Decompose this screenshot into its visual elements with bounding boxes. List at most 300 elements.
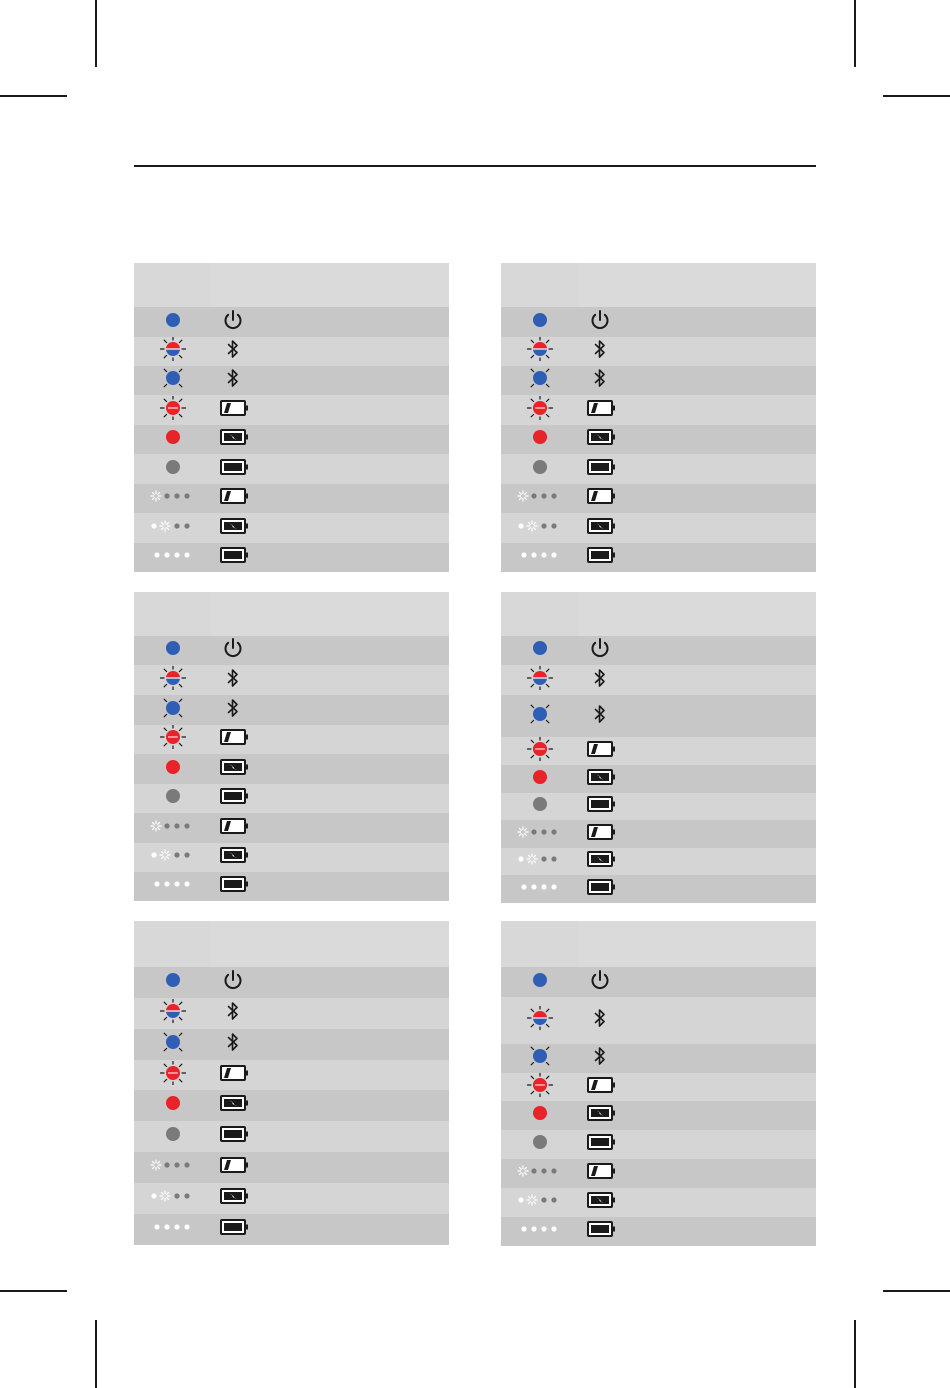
panel-header: [501, 592, 816, 636]
battery-low-icon: [587, 1074, 617, 1101]
symbol-cell: [211, 395, 449, 425]
legend-row: [501, 1101, 816, 1130]
blue-dot-icon: [153, 968, 193, 997]
power-icon: [587, 636, 613, 665]
battery-low-icon: [587, 1160, 617, 1187]
battery-charging-icon: [220, 756, 250, 783]
crop-mark: [0, 1290, 67, 1292]
symbol-cell: [578, 765, 816, 793]
legend-row: [501, 513, 816, 543]
battery-charging-icon: [220, 1185, 250, 1212]
led-cell: [134, 543, 211, 572]
symbol-cell: [211, 1183, 449, 1214]
red-dot-icon: [153, 755, 193, 784]
legend-row: [501, 737, 816, 765]
led-cell: [501, 1073, 578, 1101]
panel-header-description-column: [578, 921, 816, 967]
symbol-cell: [211, 1121, 449, 1152]
red-flashing-dot-icon: [153, 725, 193, 754]
bluetooth-icon: [587, 337, 613, 366]
legend-row: [501, 337, 816, 366]
battery-full-icon: [220, 1216, 250, 1243]
battery-full-icon: [220, 1123, 250, 1150]
panel-header: [501, 263, 816, 307]
panel-header-led-column: [501, 921, 578, 967]
crop-mark: [854, 0, 856, 67]
led-cell: [501, 425, 578, 454]
battery-low-icon: [587, 821, 617, 848]
red-blue-flashing-dot-icon: [153, 999, 193, 1028]
symbol-cell: [211, 725, 449, 754]
symbol-cell: [211, 784, 449, 813]
led-cell: [134, 513, 211, 543]
symbol-cell: [211, 543, 449, 572]
red-blue-flashing-dot-icon: [520, 1006, 560, 1035]
led-cell: [501, 395, 578, 425]
red-blue-flashing-dot-icon: [153, 337, 193, 366]
symbol-cell: [211, 754, 449, 784]
battery-charging-icon: [587, 1189, 617, 1216]
four-white-dots-icon: [150, 1219, 196, 1240]
battery-low-icon: [220, 397, 250, 424]
led-cell: [501, 1101, 578, 1130]
battery-charging-icon: [220, 515, 250, 542]
bluetooth-icon: [220, 1030, 246, 1059]
bluetooth-icon: [587, 666, 613, 695]
symbol-cell: [578, 1217, 816, 1246]
led-cell: [501, 1217, 578, 1246]
led-cell: [134, 754, 211, 784]
legend-row: [501, 366, 816, 395]
symbol-cell: [211, 843, 449, 872]
symbol-cell: [211, 813, 449, 843]
panel-header-description-column: [578, 592, 816, 636]
bluetooth-icon: [587, 366, 613, 395]
battery-charging-icon: [220, 844, 250, 871]
led-cell: [501, 820, 578, 848]
blue-flashing-dot-icon: [520, 366, 560, 395]
led-cell: [501, 636, 578, 665]
legend-row: [134, 967, 449, 998]
red-blue-flashing-dot-icon: [520, 666, 560, 695]
battery-charging-icon: [220, 426, 250, 453]
legend-row: [134, 784, 449, 813]
battery-full-icon: [587, 876, 617, 903]
panel-header-led-column: [134, 592, 211, 636]
led-cell: [134, 872, 211, 901]
red-dot-icon: [520, 1101, 560, 1130]
battery-charging-icon: [587, 515, 617, 542]
legend-row: [501, 395, 816, 425]
four-white-dots-icon: [150, 547, 196, 568]
bluetooth-icon: [220, 696, 246, 725]
red-flashing-dot-icon: [153, 1061, 193, 1090]
power-icon: [587, 968, 613, 997]
battery-full-icon: [220, 544, 250, 571]
led-cell: [501, 337, 578, 366]
symbol-cell: [578, 1159, 816, 1188]
legend-row: [134, 454, 449, 484]
led-cell: [501, 307, 578, 337]
legend-row: [501, 875, 816, 903]
led-cell: [134, 454, 211, 484]
led-cell: [501, 366, 578, 395]
led-cell: [501, 737, 578, 765]
battery-full-icon: [587, 1218, 617, 1245]
legend-row: [501, 1044, 816, 1073]
symbol-cell: [211, 337, 449, 366]
legend-row: [501, 1159, 816, 1188]
legend-row: [134, 872, 449, 901]
legend-row: [134, 1183, 449, 1214]
symbol-cell: [578, 737, 816, 765]
symbol-cell: [578, 1044, 816, 1073]
legend-row: [501, 1130, 816, 1159]
led-cell: [501, 1130, 578, 1159]
legend-row: [134, 307, 449, 337]
led-cell: [134, 1152, 211, 1183]
legend-row: [134, 337, 449, 366]
symbol-cell: [578, 820, 816, 848]
symbol-cell: [578, 513, 816, 543]
led-cell: [501, 1188, 578, 1217]
grey-dot-icon: [520, 792, 560, 821]
power-icon: [220, 636, 246, 665]
battery-full-icon: [587, 544, 617, 571]
four-dots-first-blinking-icon: [150, 818, 196, 839]
panel-header-led-column: [501, 263, 578, 307]
legend-row: [134, 484, 449, 513]
four-dots-first-blinking-icon: [517, 824, 563, 845]
four-dots-second-blinking-icon: [150, 1188, 196, 1209]
blue-dot-icon: [520, 636, 560, 665]
legend-row: [134, 636, 449, 665]
legend-row: [501, 848, 816, 875]
legend-row: [134, 543, 449, 572]
led-cell: [501, 997, 578, 1044]
led-cell: [501, 967, 578, 997]
panel-header-led-column: [501, 592, 578, 636]
symbol-cell: [211, 872, 449, 901]
crop-mark: [0, 95, 67, 97]
symbol-cell: [211, 1029, 449, 1060]
symbol-cell: [211, 695, 449, 725]
legend-row: [134, 1121, 449, 1152]
symbol-cell: [211, 1090, 449, 1121]
led-cell: [501, 665, 578, 695]
four-white-dots-icon: [150, 876, 196, 897]
led-cell: [134, 1090, 211, 1121]
panel-header: [134, 263, 449, 307]
battery-low-icon: [587, 738, 617, 765]
led-cell: [134, 484, 211, 513]
legend-row: [501, 967, 816, 997]
legend-row: [501, 1073, 816, 1101]
symbol-cell: [578, 636, 816, 665]
legend-row: [134, 843, 449, 872]
blue-dot-icon: [520, 308, 560, 337]
led-cell: [501, 793, 578, 820]
battery-low-icon: [220, 1154, 250, 1181]
red-flashing-dot-icon: [520, 737, 560, 766]
grey-dot-icon: [153, 784, 193, 813]
four-white-dots-icon: [517, 547, 563, 568]
four-dots-second-blinking-icon: [150, 518, 196, 539]
panel-header: [501, 921, 816, 967]
blue-dot-icon: [153, 308, 193, 337]
red-dot-icon: [520, 425, 560, 454]
led-cell: [501, 765, 578, 793]
legend-row: [134, 998, 449, 1029]
four-dots-second-blinking-icon: [517, 518, 563, 539]
legend-row: [134, 665, 449, 695]
bluetooth-icon: [587, 1006, 613, 1035]
led-cell: [134, 337, 211, 366]
symbol-cell: [211, 425, 449, 454]
legend-row: [501, 997, 816, 1044]
symbol-cell: [211, 454, 449, 484]
panel-header-led-column: [134, 263, 211, 307]
panel-header-description-column: [211, 263, 449, 307]
battery-charging-icon: [220, 1092, 250, 1119]
grey-dot-icon: [520, 1130, 560, 1159]
four-dots-first-blinking-icon: [150, 488, 196, 509]
led-cell: [501, 454, 578, 484]
blue-flashing-dot-icon: [520, 702, 560, 731]
battery-low-icon: [220, 1062, 250, 1089]
symbol-cell: [211, 998, 449, 1029]
battery-full-icon: [220, 785, 250, 812]
led-legend-panel-bottom-right: [501, 921, 816, 1246]
legend-row: [134, 1214, 449, 1245]
led-cell: [134, 395, 211, 425]
red-flashing-dot-icon: [153, 396, 193, 425]
led-cell: [134, 366, 211, 395]
crop-mark: [883, 95, 950, 97]
legend-row: [134, 395, 449, 425]
crop-mark: [95, 0, 97, 67]
legend-row: [501, 636, 816, 665]
blue-flashing-dot-icon: [153, 696, 193, 725]
four-white-dots-icon: [517, 1221, 563, 1242]
legend-row: [134, 366, 449, 395]
symbol-cell: [578, 425, 816, 454]
symbol-cell: [578, 395, 816, 425]
symbol-cell: [578, 997, 816, 1044]
symbol-cell: [578, 337, 816, 366]
led-cell: [134, 1214, 211, 1245]
legend-row: [134, 813, 449, 843]
battery-low-icon: [587, 485, 617, 512]
top-rule: [134, 165, 816, 167]
led-cell: [134, 1060, 211, 1090]
symbol-cell: [578, 793, 816, 820]
four-dots-second-blinking-icon: [150, 847, 196, 868]
red-blue-flashing-dot-icon: [153, 666, 193, 695]
legend-row: [501, 307, 816, 337]
battery-full-icon: [220, 873, 250, 900]
four-dots-second-blinking-icon: [517, 851, 563, 872]
panel-header-led-column: [134, 921, 211, 967]
led-cell: [501, 513, 578, 543]
panel-header-description-column: [211, 592, 449, 636]
legend-row: [501, 484, 816, 513]
four-dots-first-blinking-icon: [517, 488, 563, 509]
led-cell: [134, 998, 211, 1029]
grey-dot-icon: [153, 455, 193, 484]
legend-row: [134, 725, 449, 754]
battery-low-icon: [220, 726, 250, 753]
led-cell: [134, 425, 211, 454]
symbol-cell: [211, 1214, 449, 1245]
symbol-cell: [211, 1152, 449, 1183]
legend-row: [501, 765, 816, 793]
red-dot-icon: [153, 425, 193, 454]
four-dots-first-blinking-icon: [517, 1163, 563, 1184]
crop-mark: [95, 1320, 97, 1388]
blue-dot-icon: [153, 636, 193, 665]
symbol-cell: [211, 967, 449, 998]
panel-header: [134, 921, 449, 967]
symbol-cell: [578, 1188, 816, 1217]
legend-row: [134, 425, 449, 454]
red-blue-flashing-dot-icon: [520, 337, 560, 366]
symbol-cell: [578, 848, 816, 875]
red-flashing-dot-icon: [520, 396, 560, 425]
legend-row: [501, 1188, 816, 1217]
legend-row: [501, 543, 816, 572]
blue-flashing-dot-icon: [520, 1044, 560, 1073]
battery-low-icon: [220, 815, 250, 842]
led-legend-panel-top-left: [134, 263, 449, 572]
legend-row: [134, 513, 449, 543]
led-cell: [134, 813, 211, 843]
symbol-cell: [578, 875, 816, 903]
legend-row: [134, 1152, 449, 1183]
led-cell: [501, 484, 578, 513]
symbol-cell: [578, 695, 816, 737]
battery-charging-icon: [587, 766, 617, 793]
led-cell: [134, 725, 211, 754]
power-icon: [587, 308, 613, 337]
led-cell: [134, 843, 211, 872]
four-white-dots-icon: [517, 879, 563, 900]
battery-full-icon: [587, 1131, 617, 1158]
panel-header-description-column: [211, 921, 449, 967]
blue-dot-icon: [520, 968, 560, 997]
battery-low-icon: [220, 485, 250, 512]
red-dot-icon: [153, 1091, 193, 1120]
symbol-cell: [578, 454, 816, 484]
bluetooth-icon: [220, 337, 246, 366]
four-dots-first-blinking-icon: [150, 1157, 196, 1178]
symbol-cell: [211, 1060, 449, 1090]
legend-row: [501, 665, 816, 695]
led-cell: [134, 784, 211, 813]
legend-row: [501, 425, 816, 454]
led-legend-panel-middle-right: [501, 592, 816, 903]
led-cell: [501, 1044, 578, 1073]
crop-mark: [854, 1320, 856, 1388]
led-cell: [501, 1159, 578, 1188]
legend-row: [501, 793, 816, 820]
led-cell: [134, 665, 211, 695]
symbol-cell: [578, 1073, 816, 1101]
battery-low-icon: [587, 397, 617, 424]
legend-row: [134, 754, 449, 784]
blue-flashing-dot-icon: [153, 1030, 193, 1059]
led-cell: [501, 695, 578, 737]
symbol-cell: [578, 665, 816, 695]
bluetooth-icon: [220, 366, 246, 395]
bluetooth-icon: [587, 1044, 613, 1073]
symbol-cell: [211, 366, 449, 395]
battery-charging-icon: [587, 426, 617, 453]
symbol-cell: [578, 307, 816, 337]
led-cell: [501, 543, 578, 572]
symbol-cell: [578, 484, 816, 513]
symbol-cell: [211, 665, 449, 695]
red-dot-icon: [520, 765, 560, 794]
led-cell: [134, 1183, 211, 1214]
red-flashing-dot-icon: [520, 1073, 560, 1102]
battery-full-icon: [587, 793, 617, 820]
legend-row: [501, 820, 816, 848]
symbol-cell: [578, 366, 816, 395]
led-cell: [134, 636, 211, 665]
led-legend-panel-top-right: [501, 263, 816, 572]
battery-full-icon: [220, 456, 250, 483]
four-dots-second-blinking-icon: [517, 1192, 563, 1213]
led-cell: [134, 967, 211, 998]
legend-row: [134, 1029, 449, 1060]
legend-row: [501, 695, 816, 737]
led-legend-panel-middle-left: [134, 592, 449, 901]
led-cell: [501, 875, 578, 903]
bluetooth-icon: [220, 666, 246, 695]
led-cell: [501, 848, 578, 875]
bluetooth-icon: [220, 999, 246, 1028]
panel-header: [134, 592, 449, 636]
led-cell: [134, 1029, 211, 1060]
led-cell: [134, 695, 211, 725]
legend-row: [501, 1217, 816, 1246]
grey-dot-icon: [520, 455, 560, 484]
blue-flashing-dot-icon: [153, 366, 193, 395]
bluetooth-icon: [587, 702, 613, 731]
led-cell: [134, 1121, 211, 1152]
symbol-cell: [211, 484, 449, 513]
symbol-cell: [211, 307, 449, 337]
led-cell: [134, 307, 211, 337]
led-legend-panel-bottom-left: [134, 921, 449, 1245]
panel-header-description-column: [578, 263, 816, 307]
legend-row: [134, 695, 449, 725]
symbol-cell: [578, 1130, 816, 1159]
battery-charging-icon: [587, 848, 617, 875]
legend-row: [134, 1060, 449, 1090]
symbol-cell: [578, 543, 816, 572]
symbol-cell: [578, 967, 816, 997]
power-icon: [220, 308, 246, 337]
legend-row: [501, 454, 816, 484]
grey-dot-icon: [153, 1122, 193, 1151]
symbol-cell: [578, 1101, 816, 1130]
crop-mark: [883, 1290, 950, 1292]
battery-full-icon: [587, 456, 617, 483]
battery-charging-icon: [587, 1102, 617, 1129]
symbol-cell: [211, 513, 449, 543]
